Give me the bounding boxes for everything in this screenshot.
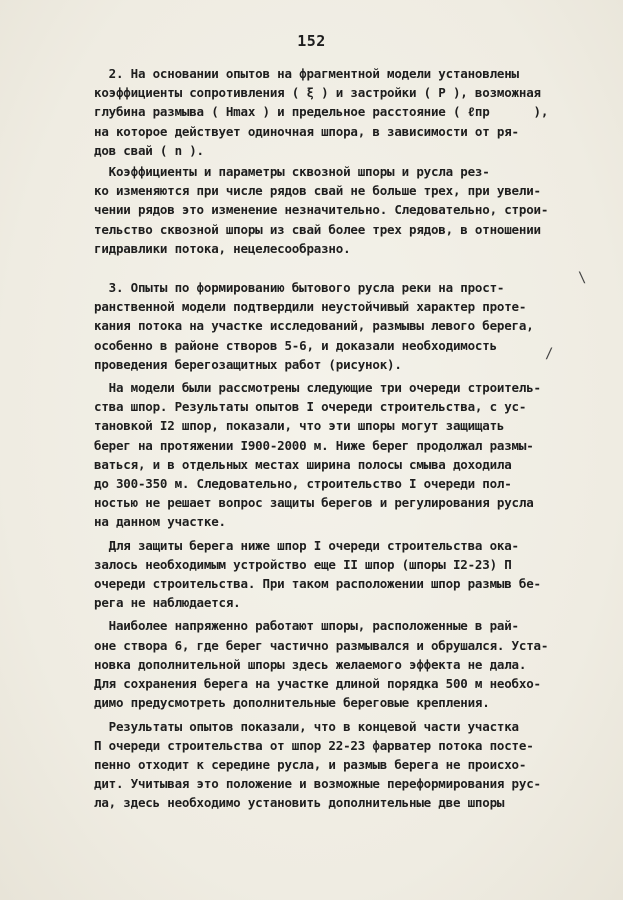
margin-mark-backslash: \ [578, 270, 587, 286]
text-line: новка дополнительной шпоры здесь желаемого эффекта не дала. [94, 656, 527, 672]
text-line: до 300-350 м. Следовательно, строительство I очереди пол- [94, 476, 512, 492]
text-line: кания потока на участке исследований, размывы левого берега, [94, 318, 534, 334]
text-line: Результаты опытов показали, что в концевой части участка [94, 718, 519, 734]
text-line: П очереди строительства от шпор 22-23 фарватер потока посте- [94, 737, 534, 753]
text-line: пенно отходит к середине русла, и размыв берега не происхо- [94, 756, 527, 772]
text-line: гидравлики потока, нецелесообразно. [94, 240, 351, 256]
paragraph-coefficients [94, 162, 564, 258]
text-line: залось необходимым устройство еще II шпор (шпоры I2-23) П [94, 556, 512, 572]
text-line: чении рядов это изменение незначительно. Следовательно, строи- [94, 202, 549, 218]
text-line: на которое действует одиночная шпора, в зависимости от ря- [94, 123, 519, 139]
text-line: димо предусмотреть дополнительные береговые крепления. [94, 695, 490, 711]
text-line: ностью не решает вопрос защиты берегов и регулирования русла [94, 495, 534, 511]
text-line: очереди строительства. При таком расположении шпор размыв бе- [94, 576, 541, 592]
text-line: Наиболее напряженно работают шпоры, расположенные в рай- [94, 618, 519, 634]
text-line: оне створа 6, где берег частично размывался и обрушался. Уста- [94, 637, 549, 653]
text-line: Для защиты берега ниже шпор I очереди строительства ока- [94, 537, 519, 553]
text-line: дов свай ( n ). [94, 142, 204, 158]
paragraph-3 [94, 278, 564, 374]
paragraph-stress [94, 616, 564, 712]
text-line: Для сохранения берега на участке длиной порядка 500 м необхо- [94, 676, 541, 692]
paragraph-protection [94, 536, 564, 613]
document-body [94, 64, 564, 813]
text-line: рега не наблюдается. [94, 595, 241, 611]
text-line: Коэффициенты и параметры сквозной шпоры и русла рез- [94, 164, 490, 180]
text-line: 3. Опыты по формированию бытового русла реки на прост- [94, 280, 505, 296]
paragraph-model-stages [94, 378, 564, 532]
text-line: на данном участке. [94, 514, 226, 530]
text-line: проведения берегозащитных работ (рисунок). [94, 356, 402, 372]
text-line: коэффициенты сопротивления ( ξ ) и застройки ( Р ), возможная [94, 85, 541, 101]
text-line: особенно в районе створов 5-6, и доказали необходимость [94, 337, 497, 353]
text-line: тановкой I2 шпор, показали, что эти шпоры могут защищать [94, 418, 505, 434]
text-line: ко изменяются при числе рядов свай не больше трех, при увели- [94, 183, 541, 199]
text-line: На модели были рассмотрены следующие три очереди строитель- [94, 380, 541, 396]
text-line: берег на протяжении I900-2000 м. Ниже берег продолжал размы- [94, 437, 534, 453]
page-number: 152 [297, 32, 326, 50]
text-line: ства шпор. Результаты опытов I очереди строительства, с ус- [94, 399, 527, 415]
margin-mark-slash: / [545, 346, 554, 362]
text-line: глубина размыва ( Hmax ) и предельное расстояние ( ℓпр ), [94, 104, 549, 120]
paragraph-2 [94, 64, 564, 160]
text-line: ла, здесь необходимо установить дополнительные две шпоры [94, 795, 505, 811]
text-line: 2. На основании опытов на фрагментной модели установлены [94, 66, 519, 81]
text-line: тельство сквозной шпоры из свай более трех рядов, в отношении [94, 221, 541, 237]
text-line: ранственной модели подтвердили неустойчивый характер проте- [94, 299, 527, 315]
text-line: ваться, и в отдельных местах ширина полосы смыва доходила [94, 456, 512, 472]
paragraph-results [94, 717, 564, 813]
text-line: дит. Учитывая это положение и возможные переформирования рус- [94, 776, 541, 792]
